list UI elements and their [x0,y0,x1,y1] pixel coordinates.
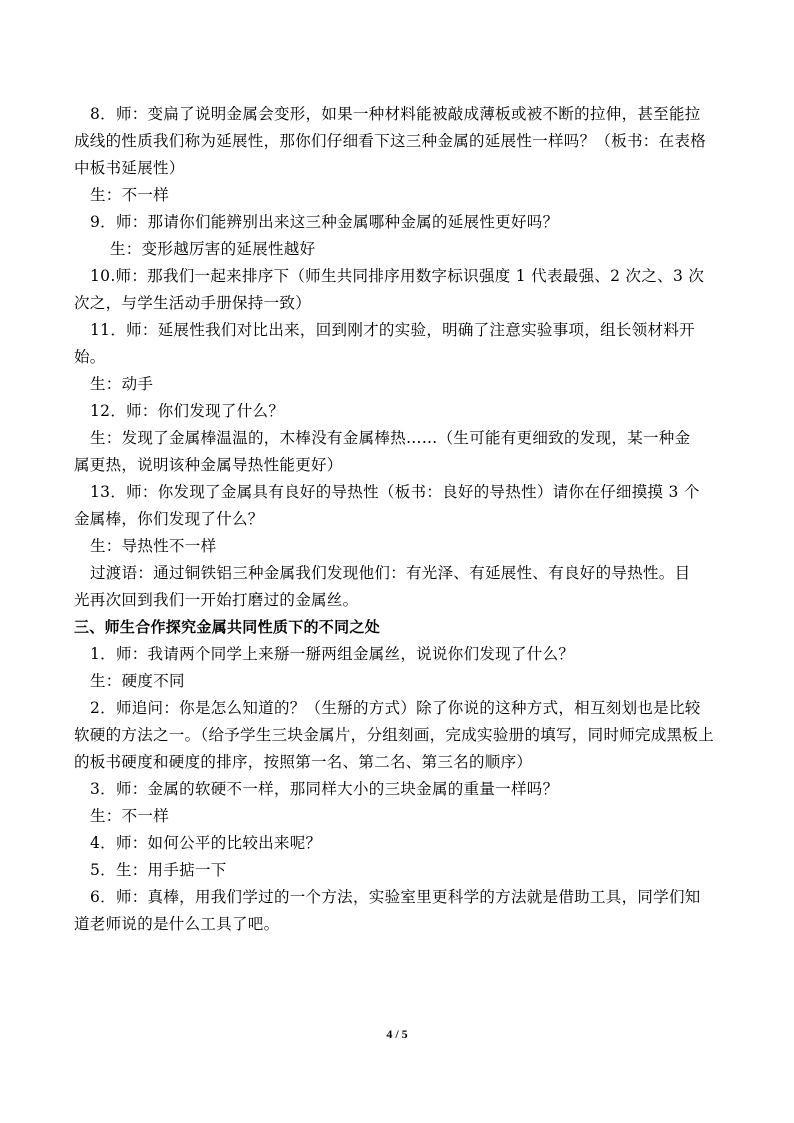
text-line: 软硬的方法之一。（给予学生三块金属片，分组刻画，完成实验册的填写，同时师完成黑板上 [74,726,715,744]
text-line: 光再次回到我们一开始打磨过的金属丝。 [74,591,359,609]
text-line: 属更热，说明该种金属导热性能更好） [74,456,343,474]
text-line: 始。 [74,348,106,366]
text-line: 生：硬度不同 [90,672,185,690]
text-line: 的板书硬度和硬度的排序，按照第一名、第二名、第三名的顺序） [74,753,533,771]
document-body [74,101,722,938]
text-line: 生：不一样 [90,186,170,204]
text-line: 5．生：用手掂一下 [90,861,227,879]
text-line: 次之，与学生活动手册保持一致） [74,294,312,312]
text-line: 道老师说的是什么工具了吧。 [74,915,280,933]
text-line: 12．师：你们发现了什么？ [90,402,285,420]
section-heading: 三、师生合作探究金属共同性质下的不同之处 [74,618,381,636]
text-line: 生：变形越厉害的延展性越好 [110,240,316,258]
text-line: 中板书延展性） [74,159,185,177]
text-line: 11．师：延展性我们对比出来，回到刚才的实验，明确了注意实验事项，组长领材料开 [90,321,695,339]
text-line: 2．师追问：你是怎么知道的？（生掰的方式）除了你说的这种方式，相互刻划也是比较 [90,699,701,717]
text-line: 生：动手 [90,375,154,393]
text-line: 过渡语：通过铜铁铝三种金属我们发现他们：有光泽、有延展性、有良好的导热性。目 [90,564,691,582]
text-line: 8．师：变扁了说明金属会变形，如果一种材料能被敲成薄板或被不断的拉伸，甚至能拉 [90,105,701,123]
text-line: 10.师：那我们一起来排序下（师生共同排序用数字标识强度 1 代表最强、2 次之、3 次 [90,267,705,285]
text-line: 生：导热性不一样 [90,537,217,555]
text-line: 3．师：金属的软硬不一样，那同样大小的三块金属的重量一样吗？ [90,780,559,798]
text-line: 成线的性质我们称为延展性，那你们仔细看下这三种金属的延展性一样吗？（板书：在表格 [74,132,707,150]
text-line: 13．师：你发现了金属具有良好的导热性（板书：良好的导热性）请你在仔细摸摸 3 个 [90,483,700,501]
text-line: 生：不一样 [90,807,170,825]
text-line: 1．师：我请两个同学上来掰一掰两组金属丝，说说你们发现了什么？ [90,645,575,663]
page-number: 4 / 5 [386,1027,408,1041]
text-line: 6．师：真棒，用我们学过的一个方法，实验室里更科学的方法就是借助工具，同学们知 [90,888,701,906]
text-line: 生：发现了金属棒温温的，木棒没有金属棒热……（生可能有更细致的发现，某一种金 [90,429,691,447]
text-line: 9．师：那请你们能辨别出来这三种金属哪种金属的延展性更好吗？ [90,213,559,231]
text-line: 4．师：如何公平的比较出来呢？ [90,834,322,852]
text-line: 金属棒，你们发现了什么？ [74,510,264,528]
